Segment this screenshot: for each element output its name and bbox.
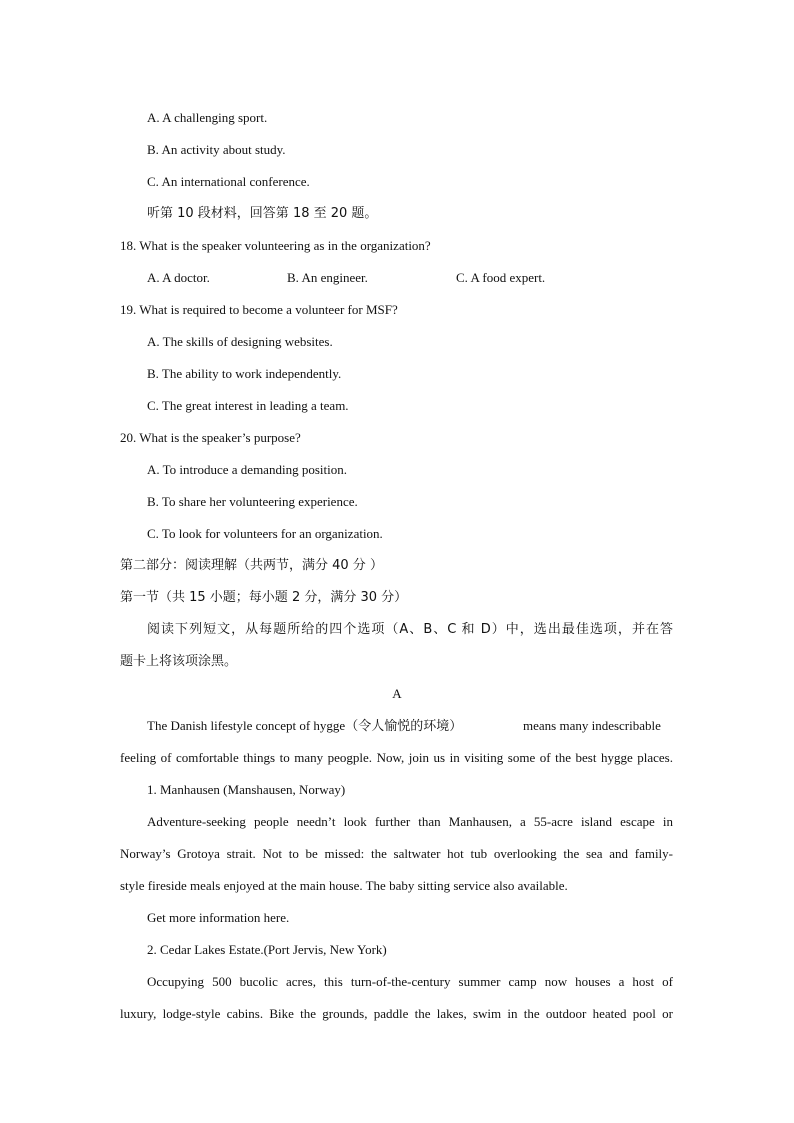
item1-title: 1. Manhausen (Manshausen, Norway) (147, 782, 346, 797)
item2-line2: luxury, lodge-style cabins. Bike the grounds, paddle the lakes, swim in the outdoor heated pool or (120, 1006, 673, 1021)
reading-instruction-line1: 阅读下列短文，从每题所给的四个选项（A、B、C 和 D）中，选出最佳选项，并在答 (147, 622, 673, 637)
part2-heading: 第二部分：阅读理解（共两节，满分 40 分 ） (120, 558, 383, 573)
q20-option-a: A. To introduce a demanding position. (147, 462, 347, 477)
q19-option-c: C. The great interest in leading a team. (147, 398, 349, 413)
q18-option-b: B. An engineer. (287, 270, 368, 285)
item1-line3: style fireside meals enjoyed at the main house. The baby sitting service also available. (120, 878, 568, 893)
intro-english: The Danish lifestyle concept of hygge (147, 718, 346, 733)
section1-heading: 第一节（共 15 小题；每小题 2 分，满分 30 分） (120, 590, 408, 605)
q20-option-c: C. To look for volunteers for an organization. (147, 526, 383, 541)
q19-option-b: B. The ability to work independently. (147, 366, 342, 381)
q17-option-c: C. An international conference. (147, 174, 310, 189)
q20-stem: 20. What is the speaker’s purpose? (120, 430, 301, 445)
reading-instruction-line2: 题卡上将该项涂黑。 (120, 654, 238, 669)
passage-label: A (392, 686, 402, 701)
q20-option-b: B. To share her volunteering experience. (147, 494, 358, 509)
intro-chinese-gloss: （令人愉悦的环境） (345, 719, 463, 734)
passage-intro-line2: feeling of comfortable things to many peogple. Now, join us in visiting some of the best hygge places. (120, 750, 673, 765)
q18-options (147, 270, 707, 286)
item1-line1: Adventure-seeking people needn’t look further than Manhausen, a 55-acre island escape in (147, 814, 673, 829)
q19-stem: 19. What is required to become a volunteer for MSF? (120, 302, 398, 317)
section10-instruction: 听第 10 段材料，回答第 18 至 20 题。 (147, 206, 378, 221)
q18-option-a: A. A doctor. (147, 270, 210, 285)
q18-option-c: C. A food expert. (456, 270, 546, 285)
item2-title: 2. Cedar Lakes Estate.(Port Jervis, New York) (147, 942, 387, 957)
item2-line1: Occupying 500 bucolic acres, this turn-of-the-century summer camp now houses a host of (147, 974, 673, 989)
q17-option-a: A. A challenging sport. (147, 110, 268, 125)
intro-rest: means many indescribable (523, 718, 661, 733)
q19-option-a: A. The skills of designing websites. (147, 334, 333, 349)
item1-more-info: Get more information here. (147, 910, 290, 925)
q18-stem: 18. What is the speaker volunteering as in the organization? (120, 238, 431, 253)
q17-option-b: B. An activity about study. (147, 142, 286, 157)
item1-line2: Norway’s Grotoya strait. Not to be missed: the saltwater hot tub overlooking the sea and family- (120, 846, 673, 861)
passage-intro-line1 (147, 718, 673, 734)
